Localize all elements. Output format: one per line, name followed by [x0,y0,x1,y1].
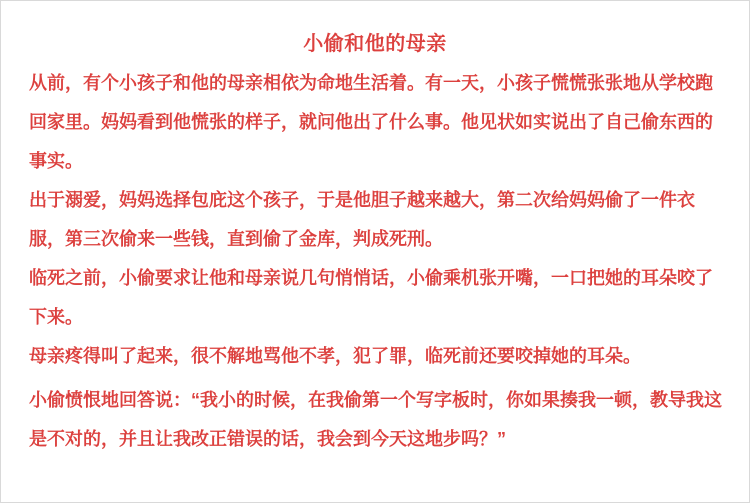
story-paragraph: 临死之前，小偷要求让他和母亲说几句悄悄话，小偷乘机张开嘴，一口把她的耳朵咬了下来。 [29,268,713,327]
story-body [1,64,749,459]
story-title: 小偷和他的母亲 [303,33,447,55]
story-paragraph: 母亲疼得叫了起来，很不解地骂他不孝，犯了罪，临死前还要咬掉她的耳朵。 [29,346,641,366]
story-paragraph: 出于溺爱，妈妈选择包庇这个孩子，于是他胆子越来越大，第二次给妈妈偷了一件衣服，第三次偷来一些钱，直到偷了金库，判成死刑。 [29,190,695,249]
story-paragraph: 从前，有个小孩子和他的母亲相依为命地生活着。有一天，小孩子慌慌张张地从学校跑回家里。妈妈看到他慌张的样子，就问他出了什么事。他见状如实说出了自己偷东西的事实。 [29,73,713,171]
story-paragraph: 小偷愤恨地回答说：“我小的时候，在我偷第一个写字板时，你如果揍我一顿，教导我这是不对的，并且让我改正错误的话，我会到今天这地步吗？” [29,390,722,449]
